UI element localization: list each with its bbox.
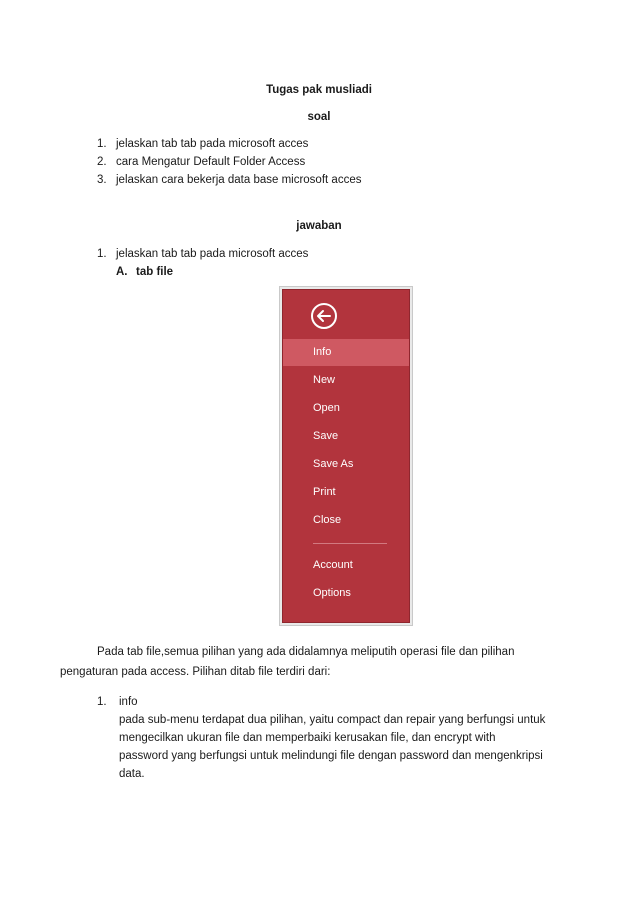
list-item-label: info [119, 696, 138, 708]
sub-heading: tab file [136, 266, 174, 278]
sub-heading-letter: A. [116, 266, 128, 278]
list-number: 2. [97, 156, 107, 168]
list-item: jelaskan cara bekerja data base microsoft acces [116, 174, 362, 186]
list-number: 1. [97, 248, 107, 260]
list-item: cara Mengatur Default Folder Access [116, 156, 306, 168]
paragraph-line: Pada tab file,semua pilihan yang ada didalamnya meliputih operasi file dan pilihan [97, 646, 515, 658]
file-menu-screenshot [282, 289, 410, 623]
menu-item-account: Account [313, 559, 353, 571]
menu-item-new: New [313, 374, 336, 386]
menu-item-info: Info [283, 339, 409, 366]
description-line: pada sub-menu terdapat dua pilihan, yaitu compact dan repair yang berfungsi untuk [119, 714, 546, 726]
back-arrow-icon [311, 303, 337, 329]
menu-item-open: Open [313, 402, 340, 414]
list-number: 1. [97, 696, 107, 708]
menu-item-save: Save [313, 430, 339, 442]
jawaban-heading: jawaban [296, 220, 342, 232]
document-title: Tugas pak musliadi [266, 84, 372, 96]
description-line: data. [119, 768, 145, 780]
list-item: jelaskan tab tab pada microsoft acces [116, 248, 309, 260]
description-line: password yang berfungsi untuk melindungi file dengan password dan mengenkripsi [119, 750, 543, 762]
menu-divider [313, 543, 387, 544]
menu-item-save-as: Save As [313, 458, 354, 470]
soal-heading: soal [307, 111, 331, 123]
list-number: 1. [97, 138, 107, 150]
description-line: mengecilkan ukuran file dan memperbaiki kerusakan file, dan encrypt with [119, 732, 496, 744]
paragraph-line: pengaturan pada access. Pilihan ditab file terdiri dari: [60, 666, 331, 678]
list-number: 3. [97, 174, 107, 186]
menu-item-print: Print [313, 486, 336, 498]
menu-item-options: Options [313, 587, 351, 599]
list-item: jelaskan tab tab pada microsoft acces [116, 138, 309, 150]
menu-item-close: Close [313, 514, 342, 526]
